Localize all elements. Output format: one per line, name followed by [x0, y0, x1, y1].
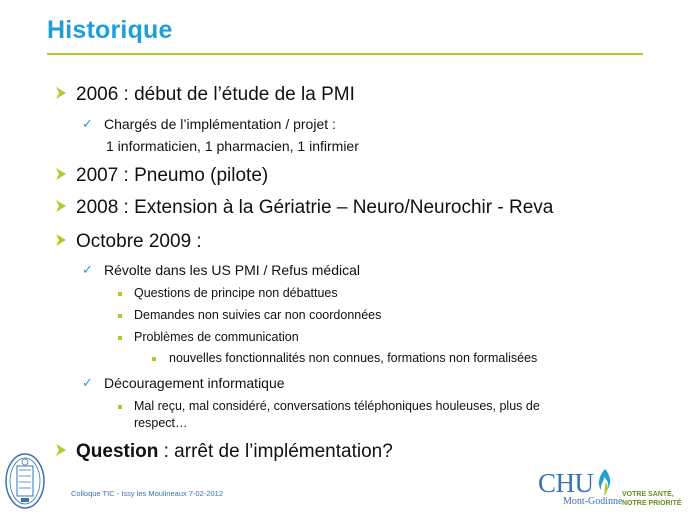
- arrow-bullet-icon: [55, 86, 67, 100]
- list-item-text: 2006 : début de l’étude de la PMI: [76, 84, 355, 105]
- list-item-text: Demandes non suivies car non coordonnées: [134, 308, 382, 322]
- square-bullet-icon: [152, 357, 156, 361]
- list-item-text: nouvelles fonctionnalités non connues, formations non formalisées: [169, 351, 538, 365]
- slide-title: Historique: [47, 16, 173, 44]
- arrow-bullet-icon: [55, 233, 67, 247]
- title-divider: [47, 53, 643, 55]
- university-seal-icon: [4, 452, 46, 510]
- list-item-text: 2007 : Pneumo (pilote): [76, 165, 269, 186]
- list-item-continuation: 1 informaticien, 1 pharmacien, 1 infirmier: [106, 138, 359, 154]
- check-icon: ✓: [82, 375, 93, 390]
- square-bullet-icon: [118, 292, 122, 296]
- list-item-text: Problèmes de communication: [134, 330, 299, 344]
- list-item-text: Questions de principe non débattues: [134, 286, 338, 300]
- chu-logo-text: CHU: [538, 468, 594, 498]
- tagline: [622, 490, 682, 508]
- list-item-text: 2008 : Extension à la Gériatrie – Neuro/Neurochir - Reva: [76, 197, 554, 218]
- list-item-text: Octobre 2009 :: [76, 231, 202, 252]
- question-text: : arrêt de l’implémentation?: [158, 441, 393, 462]
- square-bullet-icon: [118, 314, 122, 318]
- question-label: Question: [76, 441, 159, 462]
- arrow-bullet-icon: [55, 443, 67, 457]
- list-item-text: Découragement informatique: [104, 375, 285, 391]
- list-item-text: Révolte dans les US PMI / Refus médical: [104, 262, 360, 278]
- flame-logo-icon: [596, 468, 614, 498]
- arrow-bullet-icon: [55, 167, 67, 181]
- list-item-text: Chargés de l’implémentation / projet :: [104, 116, 336, 132]
- square-bullet-icon: [118, 405, 122, 409]
- tagline-line-1: VOTRE SANTÉ,: [622, 491, 674, 498]
- tagline-line-2: NOTRE PRIORITÉ: [622, 500, 682, 507]
- chu-logo-subtitle: Mont-Godinne: [563, 496, 623, 507]
- list-item-text: respect…: [134, 416, 188, 430]
- list-item-text: Mal reçu, mal considéré, conversations téléphoniques houleuses, plus de: [134, 399, 540, 413]
- square-bullet-icon: [118, 336, 122, 340]
- arrow-bullet-icon: [55, 199, 67, 213]
- check-icon: ✓: [82, 262, 93, 277]
- list-item-text: [76, 441, 393, 463]
- check-icon: ✓: [82, 116, 93, 131]
- footer-conference: Colloque TIC - Issy les Moulineaux 7-02-2012: [71, 489, 224, 498]
